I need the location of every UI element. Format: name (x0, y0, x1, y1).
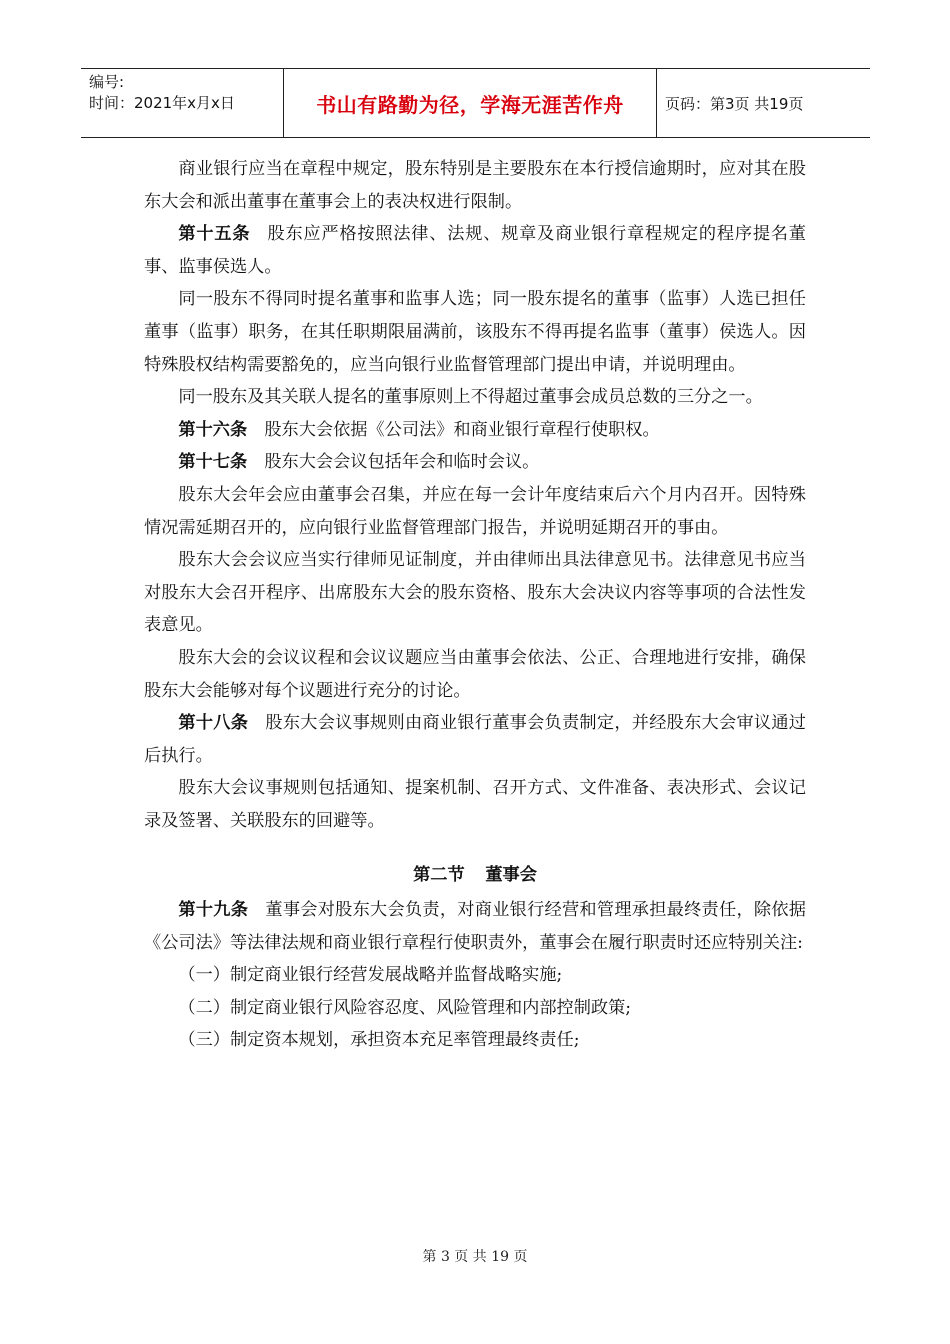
section-number: 第二节 (413, 865, 465, 886)
article-text: 股东大会议事规则由商业银行董事会负责制定，并经股东大会审议通过后执行。 (144, 713, 806, 766)
paragraph: 股东大会会议应当实行律师见证制度，并由律师出具法律意见书。法律意见书应当对股东大会召开程序、出席股东大会的股东资格、股东大会决议内容等事项的合法性发表意见。 (144, 550, 806, 636)
article-label: 第十七条 (178, 452, 248, 473)
list-item: （三）制定资本规划，承担资本充足率管理最终责任; (178, 1030, 580, 1051)
article-text: 股东应严格按照法律、法规、规章及商业银行章程规定的程序提名董事、监事侯选人。 (144, 224, 806, 277)
section-name: 董事会 (485, 865, 537, 886)
article-16 (144, 414, 806, 447)
section-heading (144, 859, 806, 892)
article-15 (144, 218, 806, 283)
header-meta (81, 69, 283, 137)
article-19 (144, 894, 806, 959)
header-page-info: 页码：第3页 共19页 (665, 94, 804, 113)
article-18 (144, 707, 806, 772)
header-motto: 书山有路勤为径，学海无涯苦作舟 (283, 69, 657, 137)
page-footer: 第 3 页 共 19 页 (422, 1249, 528, 1265)
list-item: （一）制定商业银行经营发展战略并监督战略实施; (178, 965, 563, 986)
article-label: 第十六条 (178, 419, 248, 440)
paragraph: 股东大会的会议议程和会议议题应当由董事会依法、公正、合理地进行安排，确保股东大会能够对每个议题进行充分的讨论。 (144, 647, 806, 701)
article-label: 第十九条 (178, 900, 249, 921)
article-text: 董事会对股东大会负责，对商业银行经营和管理承担最终责任，除依据《公司法》等法律法规和商业银行章程行使职责外，董事会在履行职责时还应特别关注: (144, 900, 806, 953)
document-number-label: 编号: (89, 73, 125, 91)
list-item: （二）制定商业银行风险容忍度、风险管理和内部控制政策; (178, 997, 632, 1018)
article-17 (144, 446, 806, 479)
paragraph: 股东大会年会应由董事会召集，并应在每一会计年度结束后六个月内召开。因特殊情况需延期召开的，应向银行业监督管理部门报告，并说明延期召开的事由。 (144, 484, 806, 538)
paragraph: 同一股东及其关联人提名的董事原则上不得超过董事会成员总数的三分之一。 (178, 387, 763, 408)
article-text: 股东大会依据《公司法》和商业银行章程行使职权。 (264, 419, 660, 440)
document-date: 时间：2021年x月x日 (89, 94, 235, 112)
article-label: 第十五条 (178, 224, 251, 245)
document-body (144, 153, 806, 1057)
article-label: 第十八条 (178, 713, 249, 734)
paragraph: 商业银行应当在章程中规定，股东特别是主要股东在本行授信逾期时，应对其在股东大会和派出董事在董事会上的表决权进行限制。 (144, 159, 806, 212)
article-text: 股东大会会议包括年会和临时会议。 (264, 452, 540, 473)
paragraph: 同一股东不得同时提名董事和监事人选；同一股东提名的董事（监事）人选已担任董事（监事）职务，在其任职期限届满前，该股东不得再提名监事（董事）侯选人。因特殊股权结构需要豁免的，应当向银行业监督管理部门提出申请，并说明理由。 (144, 289, 806, 375)
paragraph: 股东大会议事规则包括通知、提案机制、召开方式、文件准备、表决形式、会议记录及签署、关联股东的回避等。 (144, 778, 806, 831)
page-header (81, 68, 870, 138)
